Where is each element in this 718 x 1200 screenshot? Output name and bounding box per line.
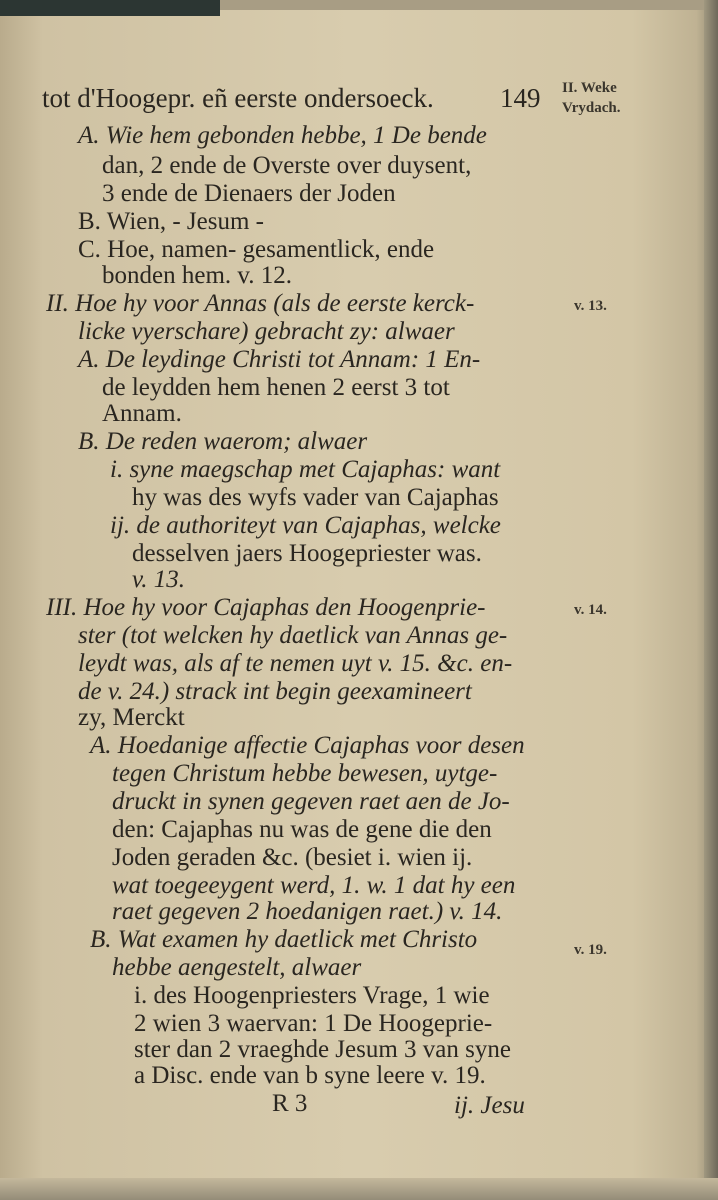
text-line: 3 ende de Dienaers der Joden [102,180,396,207]
signature-mark: R 3 [272,1090,308,1117]
page-bottom-edge [0,1178,718,1200]
text-line: bonden hem. v. 12. [102,262,293,289]
text-line: 2 wien 3 waervan: 1 De Hoogeprie- [134,1010,493,1037]
text-line: leydt was, als af te nemen uyt v. 15. &c. en- [78,650,513,677]
text-line: B. Wat examen hy daetlick met Christo [90,926,478,953]
margin-ref-1: v. 13. [574,298,607,314]
text-line: i. syne maegschap met Cajaphas: want [110,456,501,483]
text-line: A. Wie hem gebonden hebbe, 1 De bende [78,122,487,149]
margin-ref-3: v. 19. [574,942,607,958]
page-top-shadow [220,0,718,10]
text-line: A. Hoedanige affectie Cajaphas voor desen [90,732,525,759]
text-line: III. Hoe hy voor Cajaphas den Hoogenprie- [46,594,486,621]
text-line: a Disc. ende van b syne leere v. 19. [134,1062,486,1089]
text-line: raet gegeven 2 hoedanigen raet.) v. 14. [112,898,503,925]
text-line: hy was des wyfs vader van Cajaphas [132,484,499,511]
text-line: Joden geraden &c. (besiet i. wien ij. [112,844,473,871]
text-line: dan, 2 ende de Overste over duysent, [102,152,472,179]
text-line: zy, Merckt [78,704,185,731]
text-line: desselven jaers Hoogepriester was. [132,540,482,567]
text-line: A. De leydinge Christi tot Annam: 1 En- [78,346,481,373]
page-number: 149 [500,83,541,113]
text-line: C. Hoe, namen- gesamentlick, ende [78,236,435,263]
text-line: ij. de authoriteyt van Cajaphas, welcke [110,512,501,539]
text-line: Annam. [102,400,182,427]
margin-ref-2: v. 14. [574,602,607,618]
text-line: B. De reden waerom; alwaer [78,428,368,455]
text-line: B. Wien, - Jesum - [78,208,265,235]
text-line: hebbe aengestelt, alwaer [112,954,362,981]
text-line: de v. 24.) strack int begin geexamineert [78,678,472,705]
text-line: licke vyerschare) gebracht zy: alwaer [78,318,455,345]
text-line: tegen Christum hebbe bewesen, uytge- [112,760,498,787]
text-line: den: Cajaphas nu was de gene die den [112,816,492,843]
text-line: II. Hoe hy voor Annas (als de eerste kerck- [46,290,475,317]
page-right-edge [704,0,718,1200]
text-line: wat toegeeygent werd, 1. w. 1 dat hy een [112,872,516,899]
margin-week: II. Weke [562,80,617,96]
page-top-edge [0,0,220,16]
text-line: i. des Hoogenpriesters Vrage, 1 wie [134,982,490,1009]
text-line: druckt in synen gegeven raet aen de Jo- [112,788,510,815]
running-title: tot d'Hoogepr. eñ eerste ondersoeck. [42,83,434,113]
catchword: ij. Jesu [454,1092,525,1119]
text-line: de leydden hem henen 2 eerst 3 tot [102,374,450,401]
text-line: v. 13. [132,566,185,593]
text-line: ster dan 2 vraeghde Jesum 3 van syne [134,1036,511,1063]
margin-day: Vrydach. [562,100,621,116]
text-line: ster (tot welcken hy daetlick van Annas ge- [78,622,508,649]
